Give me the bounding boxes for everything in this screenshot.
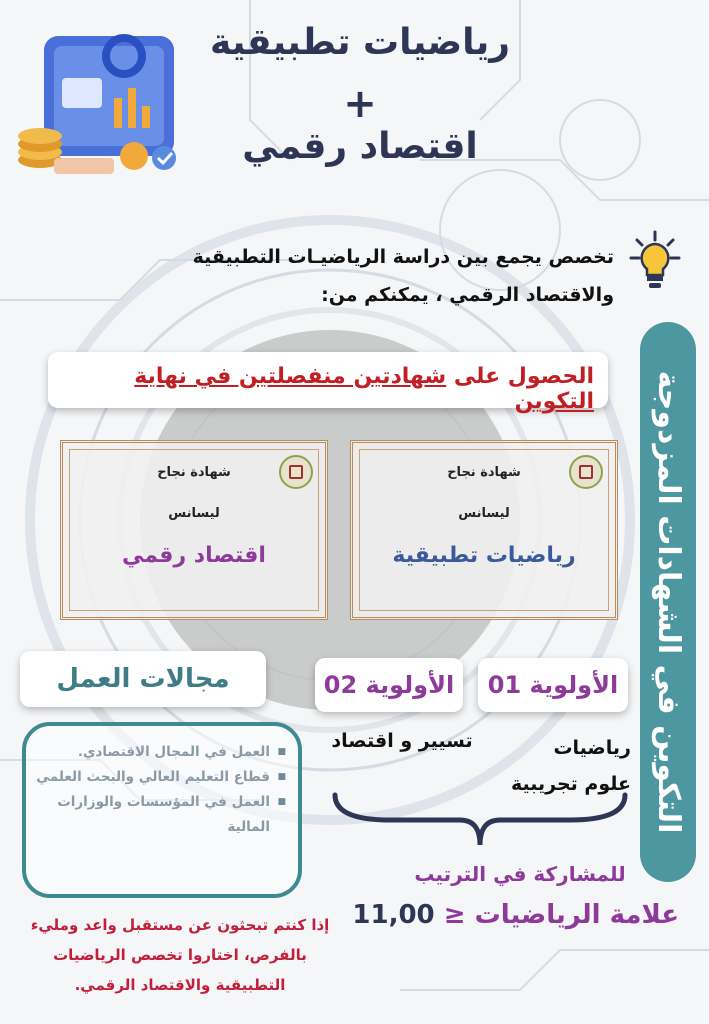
priority-01-stream-2: علوم تجريبية bbox=[510, 773, 631, 795]
banner-text bbox=[48, 364, 594, 414]
title-digital-economy: اقتصاد رقمي bbox=[242, 126, 478, 167]
title-plus: + bbox=[343, 81, 377, 127]
certificate-degree: ليسانس bbox=[168, 506, 220, 521]
list-item: ■ العمل في المؤسسات والوزارات المالية bbox=[36, 790, 270, 840]
math-mark-requirement bbox=[319, 900, 679, 930]
certificate-heading: شهادة نجاح bbox=[157, 465, 231, 480]
ranking-participation-label: للمشاركة في الترتيب bbox=[414, 862, 626, 886]
math-mark-label: علامة الرياضيات bbox=[474, 900, 679, 930]
priority-02-badge: الأولوية 02 bbox=[315, 658, 463, 712]
certificate-applied-math bbox=[350, 440, 618, 620]
banner-text-part2: شهادتين منفصلتين في نهاية التكوين bbox=[134, 364, 594, 414]
list-item: ■ العمل في المجال الاقتصادي. bbox=[36, 740, 270, 765]
double-degree-sidebar bbox=[640, 322, 696, 882]
intro-line-2: والاقتصاد الرقمي ، يمكنكم من: bbox=[321, 284, 614, 306]
title-applied-math: رياضيات تطبيقية bbox=[210, 22, 510, 63]
double-certificate-banner bbox=[48, 352, 608, 414]
priority-01-stream-1: رياضيات bbox=[553, 737, 631, 759]
curly-brace bbox=[330, 790, 630, 850]
banner-text-part1: الحصول على bbox=[446, 364, 594, 389]
work-fields-list bbox=[22, 722, 302, 898]
certificate-degree: ليسانس bbox=[458, 506, 510, 521]
certificate-name: رياضيات تطبيقية bbox=[392, 543, 576, 568]
list-item: ■ قطاع التعليم العالي والبحث العلمي bbox=[36, 765, 270, 790]
certificate-digital-economy bbox=[60, 440, 328, 620]
certificate-name: اقتصاد رقمي bbox=[122, 543, 266, 568]
priority-02-stream: تسيير و اقتصاد bbox=[331, 730, 473, 752]
math-mark-symbol: ≤ bbox=[443, 900, 466, 930]
sidebar-label: التكوين في الشهادات المزدوجة bbox=[651, 370, 686, 834]
closing-message: إذا كنتم تبحثون عن مستقبل واعد ومليء بالفرص، اختاروا تخصص الرياضيات التطبيقية والاقتصاد الرقمي. bbox=[30, 916, 330, 994]
lightbulb-icon bbox=[623, 228, 687, 298]
intro-line-1: تخصص يجمع بين دراسة الرياضيـات التطبيقية bbox=[192, 246, 614, 268]
priority-01-badge: الأولوية 01 bbox=[478, 658, 628, 712]
certificate-heading: شهادة نجاح bbox=[447, 465, 521, 480]
work-fields-title: مجالات العمل bbox=[20, 651, 266, 707]
intro-text bbox=[94, 238, 614, 314]
math-mark-value: 11,00 bbox=[352, 900, 435, 930]
